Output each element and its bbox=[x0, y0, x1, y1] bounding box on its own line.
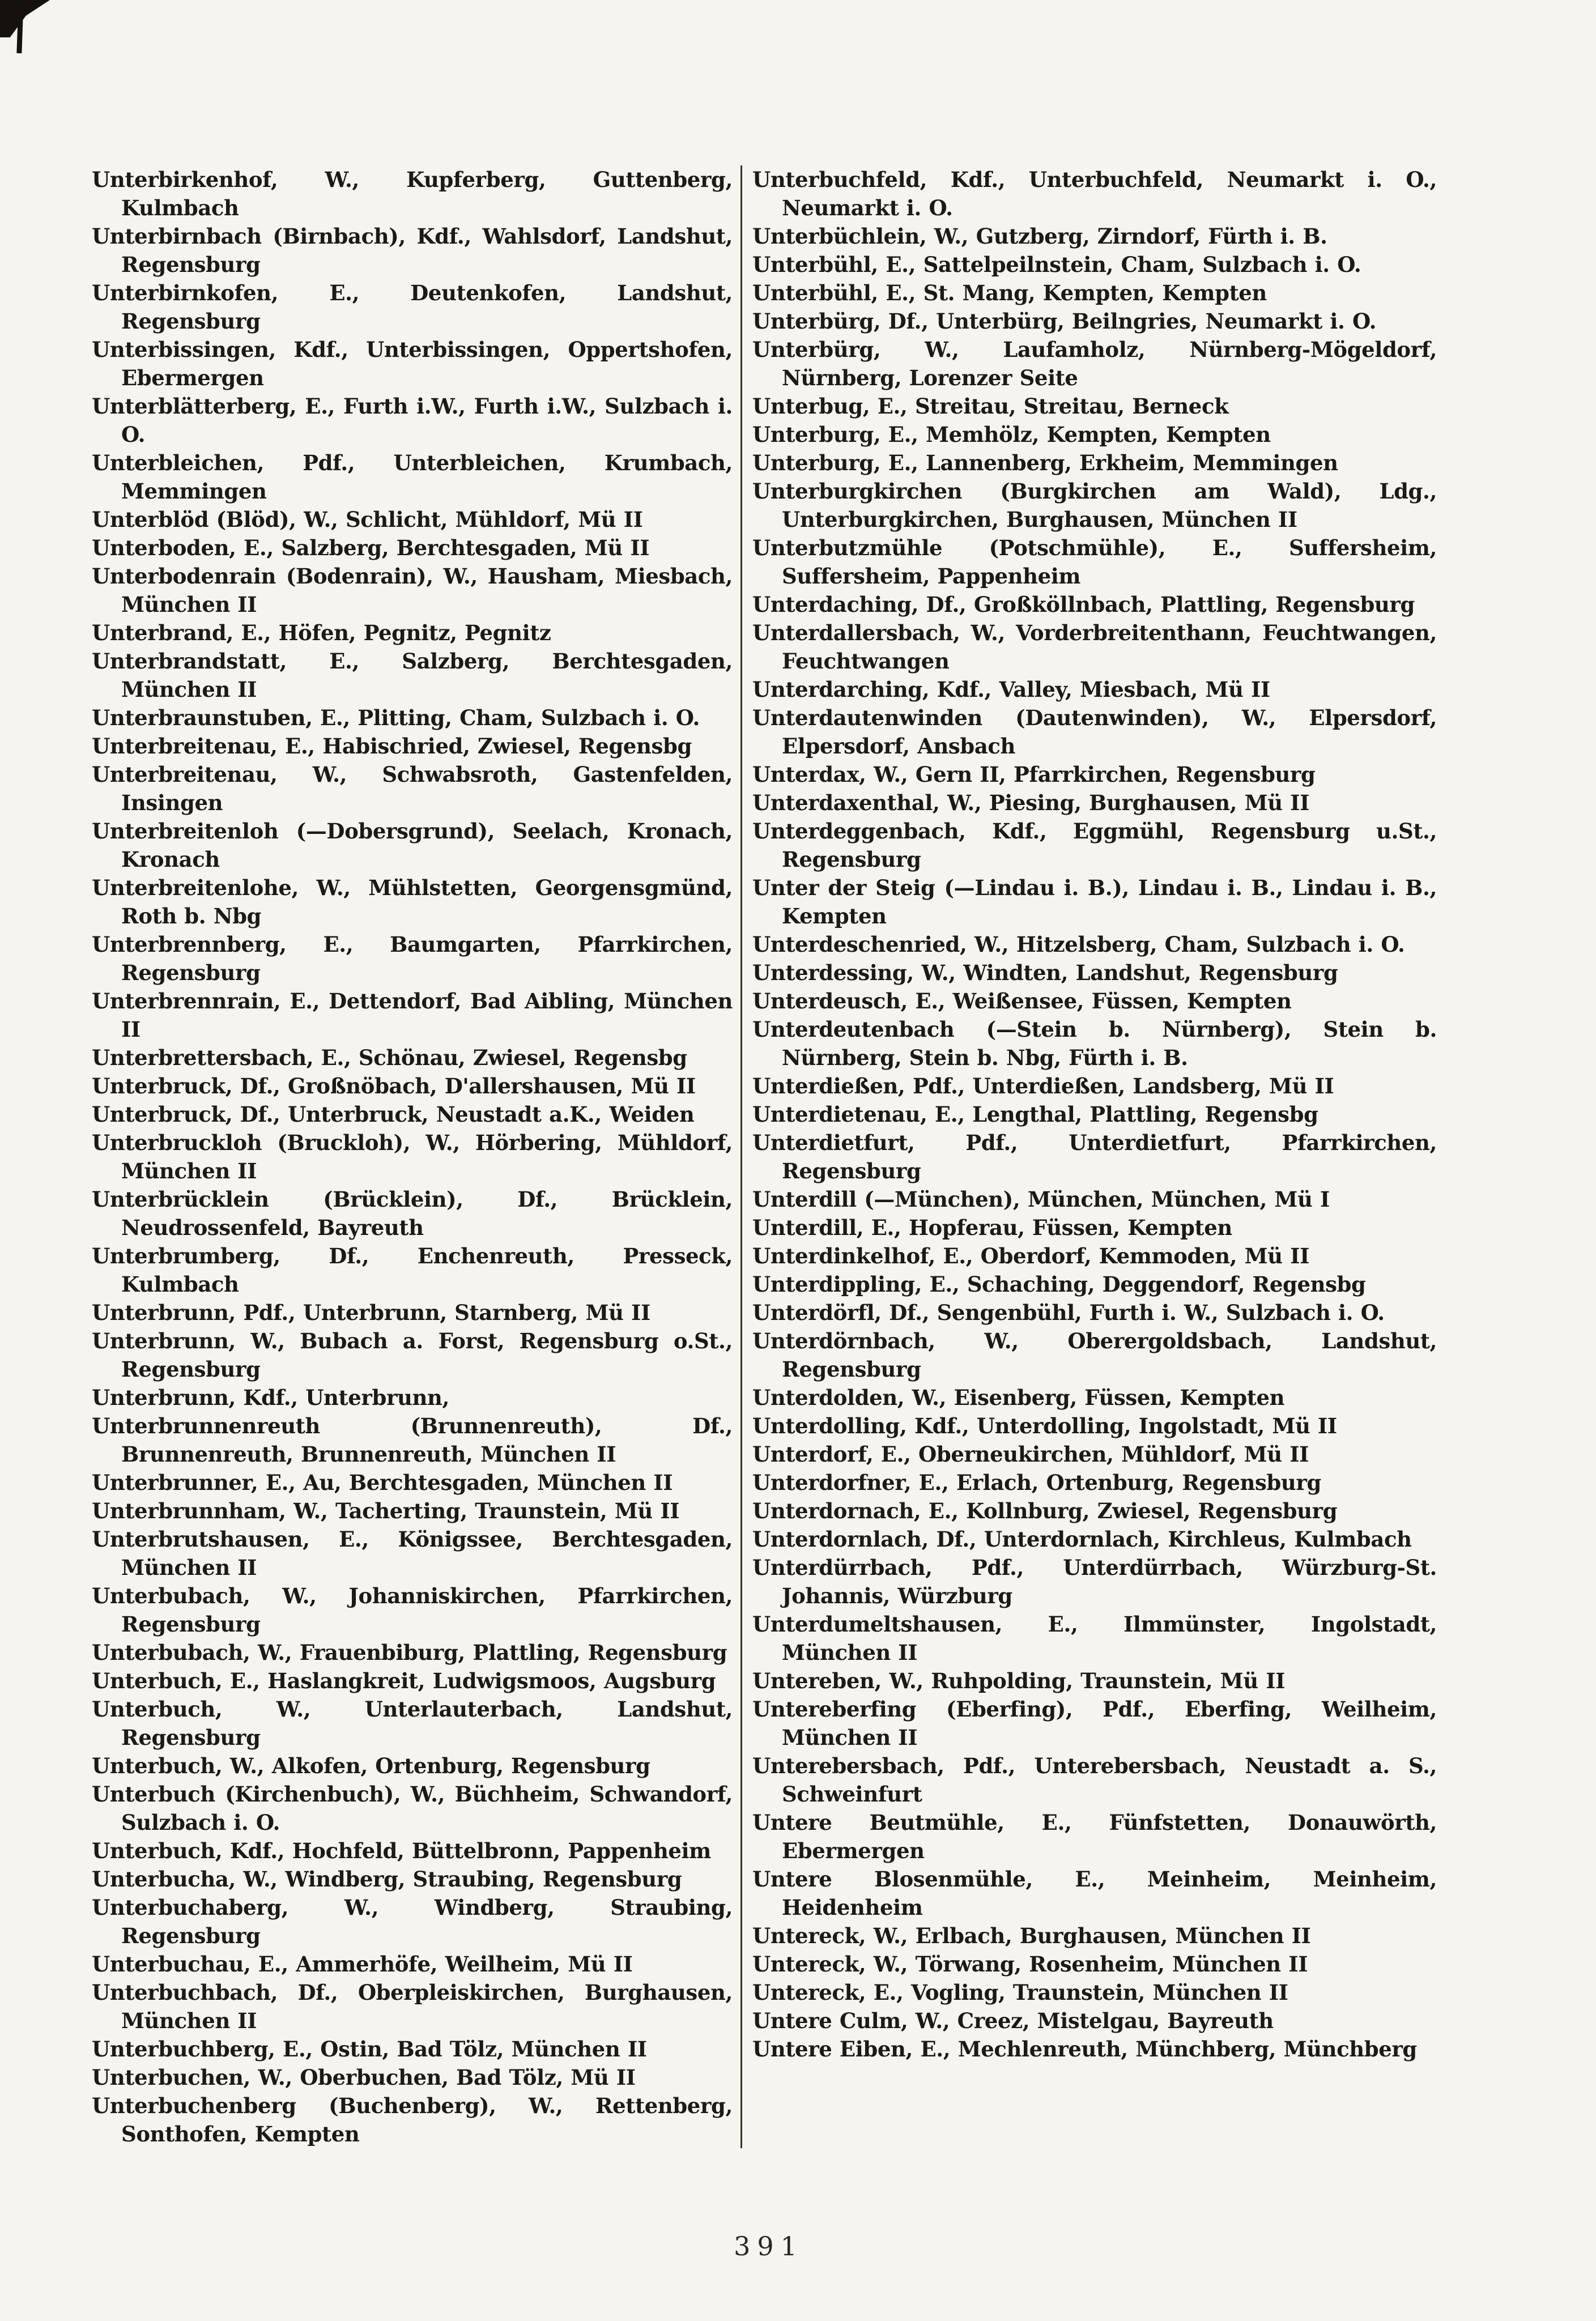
directory-entry: Unterbruck, Df., Großnöbach, D'allershausen, Mü II bbox=[92, 1074, 696, 1098]
directory-entry: Untere Blosenmühle, E., Meinheim, Meinheim, Heidenheim bbox=[752, 1867, 1437, 1920]
directory-entry: Unterbirnbach (Birnbach), Kdf., Wahlsdorf, Landshut, Regensburg bbox=[92, 224, 733, 277]
directory-entry: Unterdietfurt, Pdf., Unterdietfurt, Pfarrkirchen, Regensburg bbox=[752, 1130, 1437, 1183]
two-column-text-block bbox=[92, 165, 1443, 2148]
directory-entry: Unterdaxenthal, W., Piesing, Burghausen, Mü II bbox=[752, 790, 1309, 815]
directory-entry: Unterdolling, Kdf., Unterdolling, Ingolstadt, Mü II bbox=[752, 1413, 1337, 1438]
directory-entry: Untereck, E., Vogling, Traunstein, München II bbox=[752, 1980, 1288, 2005]
directory-entry: Unterbrücklein (Brücklein), Df., Brücklein, Neudrossenfeld, Bayreuth bbox=[92, 1187, 733, 1240]
directory-entry: Unterdorf, E., Oberneukirchen, Mühldorf, Mü II bbox=[752, 1442, 1309, 1467]
directory-entry: Unterbruckloh (Bruckloh), W., Hörbering, Mühldorf, München II bbox=[92, 1130, 733, 1183]
directory-entry: Unterbruck, Df., Unterbruck, Neustadt a.K., Weiden bbox=[92, 1102, 695, 1127]
directory-entry: Unterbrunn, Kdf., Unterbrunn, bbox=[92, 1385, 450, 1410]
directory-entry: Unterbuchfeld, Kdf., Unterbuchfeld, Neumarkt i. O., Neumarkt i. O. bbox=[752, 167, 1437, 220]
directory-entry: Unterbuchberg, E., Ostin, Bad Tölz, München II bbox=[92, 2037, 647, 2062]
directory-entry: Unterbuch, W., Alkofen, Ortenburg, Regensburg bbox=[92, 1753, 650, 1778]
directory-entry: Unterbuchen, W., Oberbuchen, Bad Tölz, Mü II bbox=[92, 2065, 636, 2090]
directory-entry: Unterbrand, E., Höfen, Pegnitz, Pegnitz bbox=[92, 620, 551, 645]
directory-entry: Unterbrunn, Pdf., Unterbrunn, Starnberg, Mü II bbox=[92, 1300, 650, 1325]
directory-entry: Unterbuch (Kirchenbuch), W., Büchheim, Schwandorf, Sulzbach i. O. bbox=[92, 1782, 733, 1835]
directory-entry: Unterdax, W., Gern II, Pfarrkirchen, Regensburg bbox=[752, 762, 1316, 787]
directory-entry: Unterbubach, W., Frauenbiburg, Plattling, Regensburg bbox=[92, 1640, 727, 1665]
directory-entry: Unterbodenrain (Bodenrain), W., Hausham, Miesbach, München II bbox=[92, 564, 733, 617]
directory-entry: Unterdallersbach, W., Vorderbreitenthann, Feuchtwangen, Feuchtwangen bbox=[752, 620, 1437, 674]
directory-entry: Unterbleichen, Pdf., Unterbleichen, Krumbach, Memmingen bbox=[92, 450, 733, 504]
directory-entry: Unterbug, E., Streitau, Streitau, Berneck bbox=[752, 394, 1229, 419]
directory-entry: Unterdietenau, E., Lengthal, Plattling, Regensbg bbox=[752, 1102, 1318, 1127]
directory-entry: Unterbucha, W., Windberg, Straubing, Regensburg bbox=[92, 1867, 682, 1892]
directory-entry: Unterdinkelhof, E., Oberdorf, Kemmoden, Mü II bbox=[752, 1243, 1309, 1268]
directory-entry: Unterbuchenberg (Buchenberg), W., Rettenberg, Sonthofen, Kempten bbox=[92, 2093, 733, 2147]
directory-entry: Unterbuchaberg, W., Windberg, Straubing, Regensburg bbox=[92, 1895, 733, 1948]
directory-entry: Unterblöd (Blöd), W., Schlicht, Mühldorf, Mü II bbox=[92, 507, 643, 532]
directory-entry: Unterbürg, W., Laufamholz, Nürnberg-Mögeldorf, Nürnberg, Lorenzer Seite bbox=[752, 337, 1437, 390]
directory-entry: Unterdill, E., Hopferau, Füssen, Kempten bbox=[752, 1215, 1232, 1240]
directory-entry: Unterbreitenlohe, W., Mühlstetten, Georgensgmünd, Roth b. Nbg bbox=[92, 875, 733, 929]
directory-entry: Unterbühl, E., Sattelpeilnstein, Cham, Sulzbach i. O. bbox=[752, 252, 1361, 277]
directory-entry: Unterdießen, Pdf., Unterdießen, Landsberg, Mü II bbox=[752, 1074, 1334, 1098]
directory-entry: Unterburg, E., Lannenberg, Erkheim, Memmingen bbox=[752, 450, 1338, 475]
directory-entry: Unter der Steig (—Lindau i. B.), Lindau i. B., Lindau i. B., Kempten bbox=[752, 875, 1437, 929]
directory-entry: Unterbuchau, E., Ammerhöfe, Weilheim, Mü II bbox=[92, 1952, 633, 1977]
directory-entry: Unterdarching, Kdf., Valley, Miesbach, Mü II bbox=[752, 677, 1270, 702]
directory-entry: Unterbirnkofen, E., Deutenkofen, Landshut, Regensburg bbox=[92, 280, 733, 334]
directory-entry: Unterdornlach, Df., Unterdornlach, Kirchleus, Kulmbach bbox=[752, 1527, 1412, 1552]
directory-entry: Unterdautenwinden (Dautenwinden), W., Elpersdorf, Elpersdorf, Ansbach bbox=[752, 705, 1437, 759]
directory-entry: Unterbuch, Kdf., Hochfeld, Büttelbronn, Pappenheim bbox=[92, 1838, 711, 1863]
directory-entry: Unterdorfner, E., Erlach, Ortenburg, Regensburg bbox=[752, 1470, 1321, 1495]
directory-entry: Unterboden, E., Salzberg, Berchtesgaden, Mü II bbox=[92, 535, 650, 560]
directory-entry: Unterdürrbach, Pdf., Unterdürrbach, Würzburg-St. Johannis, Würzburg bbox=[752, 1555, 1437, 1608]
directory-entry: Unterbrunn, W., Bubach a. Forst, Regensburg o.St., Regensburg bbox=[92, 1328, 733, 1382]
directory-entry: Unterbreitenau, W., Schwabsroth, Gastenfelden, Insingen bbox=[92, 762, 733, 815]
directory-entry: Unterdörnbach, W., Oberergoldsbach, Landshut, Regensburg bbox=[752, 1328, 1437, 1382]
directory-entry: Unterdolden, W., Eisenberg, Füssen, Kempten bbox=[752, 1385, 1285, 1410]
scan-corner-smudge bbox=[0, 0, 50, 37]
directory-entry: Untere Beutmühle, E., Fünfstetten, Donauwörth, Ebermergen bbox=[752, 1810, 1437, 1863]
directory-entry: Unterebersbach, Pdf., Unterebersbach, Neustadt a. S., Schweinfurt bbox=[752, 1753, 1437, 1807]
directory-entry: Unterdeschenried, W., Hitzelsberg, Cham, Sulzbach i. O. bbox=[752, 932, 1405, 957]
directory-entry: Unterburg, E., Memhölz, Kempten, Kempten bbox=[752, 422, 1271, 447]
scan-edge-smudge bbox=[16, 0, 23, 53]
directory-entry: Unterdippling, E., Schaching, Deggendorf, Regensbg bbox=[752, 1272, 1366, 1297]
directory-entry: Unterbrunnenreuth (Brunnenreuth), Df., Brunnenreuth, Brunnenreuth, München II bbox=[92, 1413, 733, 1467]
directory-entry: Unterbrettersbach, E., Schönau, Zwiesel, Regensbg bbox=[92, 1045, 687, 1070]
directory-entry: Unterblätterberg, E., Furth i.W., Furth i.W., Sulzbach i. O. bbox=[92, 394, 733, 447]
directory-entry: Unterbuch, W., Unterlauterbach, Landshut, Regensburg bbox=[92, 1697, 733, 1750]
directory-entry: Unterburgkirchen (Burgkirchen am Wald), Ldg., Unterburgkirchen, Burghausen, München II bbox=[752, 479, 1437, 532]
directory-entry: Unterbissingen, Kdf., Unterbissingen, Oppertshofen, Ebermergen bbox=[92, 337, 733, 390]
directory-entry: Untere Eiben, E., Mechlenreuth, Münchberg, Münchberg bbox=[752, 2037, 1417, 2062]
directory-entry: Unterbüchlein, W., Gutzberg, Zirndorf, Fürth i. B. bbox=[752, 224, 1327, 249]
directory-entry: Untereck, W., Törwang, Rosenheim, München II bbox=[752, 1952, 1308, 1977]
directory-entry: Unterdeutenbach (—Stein b. Nürnberg), Stein b. Nürnberg, Stein b. Nbg, Fürth i. B. bbox=[752, 1017, 1437, 1070]
directory-entry: Unterbuchbach, Df., Oberpleiskirchen, Burghausen, München II bbox=[92, 1980, 733, 2033]
directory-entry: Unterdeusch, E., Weißensee, Füssen, Kempten bbox=[752, 989, 1292, 1013]
directory-entry: Unterbühl, E., St. Mang, Kempten, Kempten bbox=[752, 280, 1267, 305]
directory-entry: Untereberfing (Eberfing), Pdf., Eberfing, Weilheim, München II bbox=[752, 1697, 1437, 1750]
directory-entry: Unterbrunnham, W., Tacherting, Traunstein, Mü II bbox=[92, 1498, 680, 1523]
right-column bbox=[742, 165, 1437, 2148]
directory-entry: Unterbutzmühle (Potschmühle), E., Suffersheim, Suffersheim, Pappenheim bbox=[752, 535, 1437, 589]
directory-entry: Unterbubach, W., Johanniskirchen, Pfarrkirchen, Regensburg bbox=[92, 1583, 733, 1637]
directory-entry: Untereck, W., Erlbach, Burghausen, München II bbox=[752, 1923, 1311, 1948]
directory-entry: Unterbrutshausen, E., Königssee, Berchtesgaden, München II bbox=[92, 1527, 733, 1580]
left-column bbox=[92, 165, 740, 2148]
directory-entry: Unterbrunner, E., Au, Berchtesgaden, München II bbox=[92, 1470, 673, 1495]
directory-entry: Unterdaching, Df., Großköllnbach, Plattling, Regensburg bbox=[752, 592, 1415, 617]
directory-entry: Unterbrennrain, E., Dettendorf, Bad Aibling, München II bbox=[92, 989, 733, 1042]
directory-entry: Unterdörfl, Df., Sengenbühl, Furth i. W., Sulzbach i. O. bbox=[752, 1300, 1385, 1325]
directory-entry: Unterbirkenhof, W., Kupferberg, Guttenberg, Kulmbach bbox=[92, 167, 733, 220]
directory-entry: Unterdeggenbach, Kdf., Eggmühl, Regensburg u.St., Regensburg bbox=[752, 819, 1437, 872]
directory-entry: Unterdumeltshausen, E., Ilmmünster, Ingolstadt, München II bbox=[752, 1612, 1437, 1665]
directory-entry: Unterdessing, W., Windten, Landshut, Regensburg bbox=[752, 960, 1338, 985]
directory-entry: Unterbraunstuben, E., Plitting, Cham, Sulzbach i. O. bbox=[92, 705, 700, 730]
directory-entry: Unterdornach, E., Kollnburg, Zwiesel, Regensburg bbox=[752, 1498, 1338, 1523]
directory-entry: Unterbrandstatt, E., Salzberg, Berchtesgaden, München II bbox=[92, 649, 733, 702]
directory-entry: Unterbürg, Df., Unterbürg, Beilngries, Neumarkt i. O. bbox=[752, 309, 1377, 334]
directory-entry: Unterbrennberg, E., Baumgarten, Pfarrkirchen, Regensburg bbox=[92, 932, 733, 985]
directory-entry: Unterbreitenloh (—Dobersgrund), Seelach, Kronach, Kronach bbox=[92, 819, 733, 872]
directory-entry: Unterdill (—München), München, München, Mü I bbox=[752, 1187, 1330, 1212]
directory-entry: Untereben, W., Ruhpolding, Traunstein, Mü II bbox=[752, 1668, 1286, 1693]
directory-entry: Unterbreitenau, E., Habischried, Zwiesel, Regensbg bbox=[92, 734, 692, 759]
directory-entry: Untere Culm, W., Creez, Mistelgau, Bayreuth bbox=[752, 2008, 1274, 2033]
directory-entry: Unterbuch, E., Haslangkreit, Ludwigsmoos, Augsburg bbox=[92, 1668, 716, 1693]
directory-entry: Unterbrumberg, Df., Enchenreuth, Presseck, Kulmbach bbox=[92, 1243, 733, 1297]
page-number: 391 bbox=[734, 2231, 804, 2262]
